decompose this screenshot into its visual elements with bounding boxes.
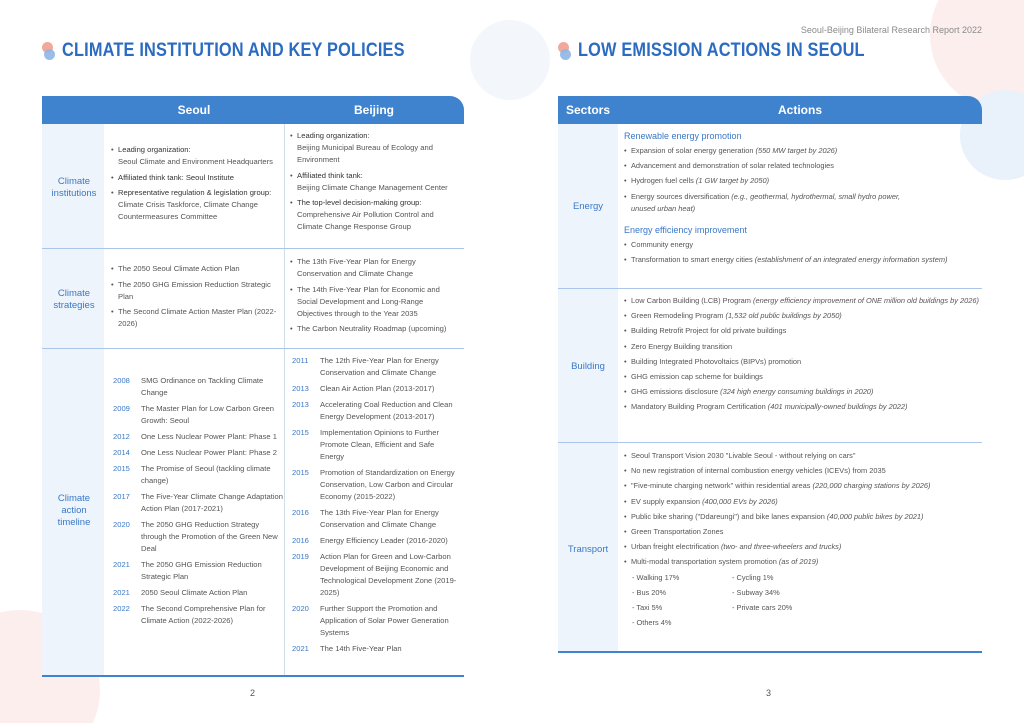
row-divider [42,248,464,249]
list-item: • Affiliated think tank: Beijing Climate Change Management Center [290,170,460,194]
section-title: Renewable energy promotion [624,131,742,141]
timeline-entry: 2021 The 14th Five-Year Plan [292,644,402,653]
timeline-entry: 2019 Action Plan for Green and Low-Carbon Development of Beijing Economic and Technological Development Zone (2019-2025) [292,552,457,597]
sector-transport: Transport [567,544,609,555]
timeline-entry: 2015 Implementation Opinions to Further Promote Clean, Efficient and Safe Energy [292,428,440,461]
page-title: LOW EMISSION ACTIONS IN SEOUL [578,40,865,61]
timeline-entry: 2013 Accelerating Coal Reduction and Clean Energy Development (2013-2017) [292,400,453,421]
list-item: • Building Integrated Photovoltaics (BIPVs) promotion [624,356,979,368]
title-dots-icon [558,41,572,61]
timeline-entry: 2009 The Master Plan for Low Carbon Green Growth: Seoul [113,404,274,425]
table-bottom-border [558,651,982,653]
timeline-entry: 2016 Energy Efficiency Leader (2016-2020) [292,536,448,545]
list-item: • Community energy [624,239,979,251]
decor-circle [470,20,550,100]
beijing-institutions [290,130,460,237]
report-header: Seoul-Beijing Bilateral Research Report 2022 [800,25,982,35]
modal-split-item: - Bus 20% [632,587,667,597]
list-item: • Energy sources diversification (e.g., geothermal, hydrothermal, small hydro power, unused urban heat) [624,191,924,215]
modal-split-grid [624,572,979,629]
row-divider [558,442,982,443]
row-divider [558,288,982,289]
table-header [558,96,982,124]
page-title: CLIMATE INSTITUTION AND KEY POLICIES [62,40,405,61]
list-item: • "Five-minute charging network" within residential areas (220,000 charging stations by 2026) [624,480,979,492]
list-item: • Zero Energy Building transition [624,341,979,353]
timeline-entry: 2021 The 2050 GHG Emission Reduction Strategic Plan [113,560,262,581]
list-item: • Building Retrofit Project for old private buildings [624,325,979,337]
modal-split-item: - Cycling 1% [732,572,774,582]
list-item: • Green Transportation Zones [624,526,979,538]
timeline-entry: 2008 SMG Ordinance on Tackling Climate Change [113,376,264,397]
timeline-entry: 2015 The Promise of Seoul (tackling climate change) [113,464,271,485]
title-dots-icon [42,41,56,61]
page-number-left: 2 [250,688,256,698]
timeline-entry: 2016 The 13th Five-Year Plan for Energy Conservation and Climate Change [292,508,439,529]
modal-split-item: - Taxi 5% [632,602,663,612]
timeline-entry: 2011 The 12th Five-Year Plan for Energy Conservation and Climate Change [292,356,439,377]
left-page-title [42,40,460,62]
section-title: Energy efficiency improvement [624,224,747,235]
col-header-actions: Actions [777,103,822,117]
timeline-entry: 2015 Promotion of Standardization on Energy Conservation, Low Carbon and Circular Economy (2015-2022) [292,468,455,501]
list-item: • Representative regulation & legislation group: Climate Crisis Taskforce, Climate Change Countermeasures Committee [111,187,283,223]
seoul-strategies [111,263,277,334]
list-item: • Advancement and demonstration of solar related technologies [624,160,979,172]
col-header-sectors: Sectors [565,103,611,117]
list-item: • The 2050 Seoul Climate Action Plan [111,263,277,275]
row-divider [42,348,464,349]
list-item: • The 13th Five-Year Plan for Energy Conservation and Climate Change [290,256,456,280]
modal-split-item: - Private cars 20% [732,602,793,612]
list-item: • Transformation to smart energy cities (establishment of an integrated energy information system) [624,254,979,266]
list-item: • The top-level decision-making group: Comprehensive Air Pollution Control and Climate Change Response Group [290,197,460,233]
right-page-title [558,40,911,62]
col-header-seoul: Seoul [177,103,211,117]
list-item: • Low Carbon Building (LCB) Program (energy efficiency improvement of ONE million old buildings by 2026) [624,295,979,307]
list-item: • Public bike sharing ("Ddareungi") and bike lanes expansion (40,000 public bikes by 2021) [624,511,979,523]
timeline-entry: 2021 2050 Seoul Climate Action Plan [113,588,248,597]
col-header-beijing: Beijing [353,103,394,117]
list-item: • Seoul Transport Vision 2030 "Livable Seoul - without relying on cars" [624,450,979,462]
building-actions [624,295,979,417]
beijing-strategies [290,256,456,339]
list-item: • Leading organization: Seoul Climate and Environment Headquarters [111,144,283,168]
row-label-strategies: Climate strategies [53,288,95,311]
timeline-entry: 2017 The Five-Year Climate Change Adaptation Action Plan (2017-2021) [113,492,283,513]
timeline-entry: 2013 Clean Air Action Plan (2013-2017) [292,384,435,393]
sector-energy: Energy [572,201,604,212]
list-item: • The Carbon Neutrality Roadmap (upcoming) [290,323,456,335]
sector-building: Building [571,361,605,372]
list-item: • Multi-modal transportation system promotion (as of 2019) [624,556,979,568]
list-item: • Affiliated think tank: Seoul Institute [111,172,283,184]
page-number-right: 3 [766,688,772,698]
list-item: • Green Remodeling Program (1,532 old public buildings by 2050) [624,310,979,322]
list-item: • GHG emissions disclosure (324 high energy consuming buildings in 2020) [624,386,979,398]
timeline-entry: 2020 The 2050 GHG Reduction Strategy through the Promotion of the Green New Deal [113,520,278,553]
row-label-institutions: Climate institutions [51,176,97,199]
list-item: • Urban freight electrification (two- and three-wheelers and trucks) [624,541,979,553]
table-header [42,96,464,124]
seoul-institutions [111,144,283,227]
row-label-column [42,124,104,676]
modal-split-item: - Others 4% [632,617,672,627]
timeline-entry: 2022 The Second Comprehensive Plan for Climate Action (2022-2026) [113,604,266,625]
column-divider [284,124,285,676]
beijing-timeline [292,355,460,659]
row-label-timeline: Climate action timeline [57,493,91,528]
timeline-entry: 2020 Further Support the Promotion and Application of Solar Power Generation Systems [292,604,449,637]
list-item: • EV supply expansion (400,000 EVs by 2026) [624,496,979,508]
list-item: • No new registration of internal combustion energy vehicles (ICEVs) from 2035 [624,465,979,477]
transport-actions [624,450,979,629]
seoul-timeline [113,375,283,631]
list-item: • The Second Climate Action Master Plan (2022-2026) [111,306,277,330]
list-item: • Expansion of solar energy generation (550 MW target by 2026) [624,145,979,157]
modal-split-item: - Walking 17% [632,572,680,582]
list-item: • Mandatory Building Program Certification (401 municipally-owned buildings by 2022) [624,401,979,413]
energy-actions [624,131,979,269]
timeline-entry: 2014 One Less Nuclear Power Plant: Phase 2 [113,448,277,457]
list-item: • Hydrogen fuel cells (1 GW target by 2050) [624,175,979,187]
timeline-entry: 2012 One Less Nuclear Power Plant: Phase 1 [113,432,277,441]
list-item: • GHG emission cap scheme for buildings [624,371,979,383]
list-item: • The 2050 GHG Emission Reduction Strategic Plan [111,279,277,303]
table-bottom-border [42,675,464,677]
list-item: • The 14th Five-Year Plan for Economic and Social Development and Long-Range Objectives through to the Year 2035 [290,284,456,320]
modal-split-item: - Subway 34% [732,587,780,597]
list-item: • Leading organization: Beijing Municipal Bureau of Ecology and Environment [290,130,460,166]
